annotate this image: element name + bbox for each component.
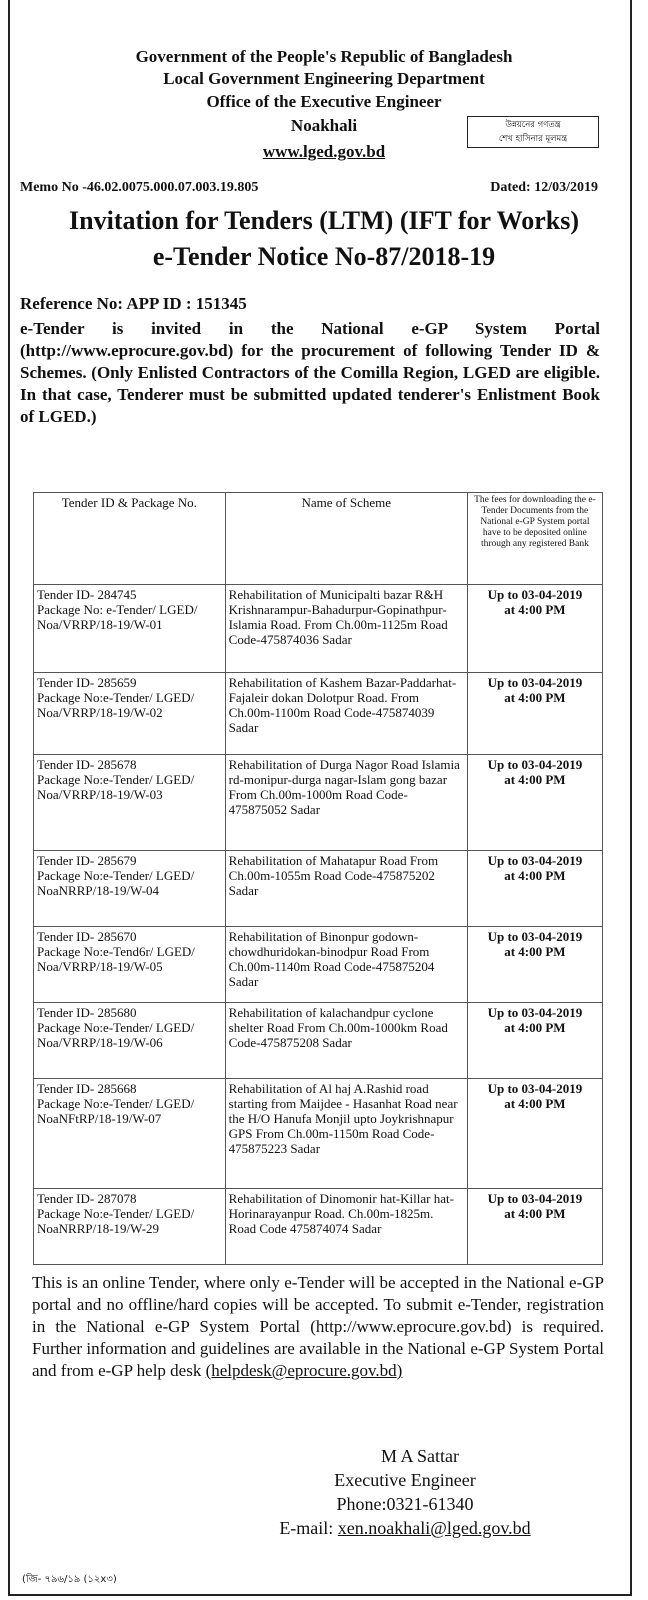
table-row [34, 927, 603, 1003]
print-code: (জি- ৭৯৬/১৯ (১২x৩) [22, 1574, 117, 1585]
tender-id: Tender ID- 284745 [37, 587, 137, 602]
table-row [34, 851, 603, 927]
deadline-time: at 4:00 PM [504, 1020, 566, 1035]
table-row [34, 585, 603, 673]
deadline-date: Up to 03-04-2019 [487, 929, 583, 944]
header-website-link[interactable]: www.lged.gov.bd [262, 142, 386, 161]
deadline-time: at 4:00 PM [504, 868, 566, 883]
intro-paragraph: e-Tender is invited in the National e-GP System Portal (http://www.eprocure.gov.bd) for the procurement of following Tender ID & Schemes. (Only Enlisted Contractors of the Comilla Region, LGED are eligible. In that case, Tenderer must be submitted updated tenderer's Enlistment Book of LGED.) [20, 319, 600, 426]
deadline-time: at 4:00 PM [504, 944, 566, 959]
scheme-name: Rehabilitation of Durga Nagor Road Islamia rd-monipur-durga nagar-Islam gong bazar From Ch.00m-1000m Road Code-475875052 Sadar [225, 755, 467, 851]
notice-number: e-Tender Notice No-87/2018-19 [152, 242, 496, 271]
scheme-name: Rehabilitation of Kashem Bazar-Paddarhat-Fajaleir dokan Dolotpur Road. From Ch.00m-1100m Road Code-475874039 Sadar [225, 673, 467, 755]
scheme-name: Rehabilitation of Mahatapur Road From Ch.00m-1055m Road Code-475875202 Sadar [225, 851, 467, 927]
header-tender-id: Tender ID & Package No. [34, 493, 226, 585]
deadline-date: Up to 03-04-2019 [487, 853, 583, 868]
helpdesk-email-link[interactable]: (helpdesk@eprocure.gov.bd) [205, 1361, 403, 1380]
deadline-date: Up to 03-04-2019 [487, 757, 583, 772]
deadline-time: at 4:00 PM [504, 1096, 566, 1111]
deadline-time: at 4:00 PM [504, 602, 566, 617]
package-no: Package No:e-Tender/ LGED/ Noa/VRRP/18-19/W-06 [37, 1020, 195, 1050]
table-row [34, 673, 603, 755]
tender-id: Tender ID- 287078 [37, 1191, 137, 1206]
tender-id: Tender ID- 285679 [37, 853, 137, 868]
package-no: Package No:e-Tender/ LGED/ NoaNRRP/18-19/W-29 [37, 1206, 195, 1236]
header-office: Office of the Executive Engineer [206, 92, 442, 111]
deadline-date: Up to 03-04-2019 [487, 587, 583, 602]
scheme-name: Rehabilitation of Binonpur godown-chowdhuridokan-binodpur Road From Ch.00m-1140m Road Code-475875204 Sadar [225, 927, 467, 1003]
package-no: Package No:e-Tend6r/ LGED/ Noa/VRRP/18-19/W-05 [37, 944, 195, 974]
signatory-name: M A Sattar [380, 1446, 459, 1466]
slogan-line-1: উন্নয়নের গণতন্ত্র [505, 120, 561, 130]
table-row [34, 755, 603, 851]
signature-block [250, 1444, 560, 1540]
package-no: Package No: e-Tender/ LGED/ Noa/VRRP/18-19/W-01 [37, 602, 198, 632]
deadline-time: at 4:00 PM [504, 1206, 566, 1221]
header-scheme-name: Name of Scheme [225, 493, 467, 585]
package-no: Package No:e-Tender/ LGED/ Noa/VRRP/18-19/W-02 [37, 690, 195, 720]
tender-id: Tender ID- 285668 [37, 1081, 137, 1096]
footer-paragraph [32, 1272, 604, 1382]
tender-id: Tender ID- 285680 [37, 1005, 137, 1020]
header-department: Local Government Engineering Department [163, 69, 485, 88]
deadline-time: at 4:00 PM [504, 690, 566, 705]
memo-number: Memo No -46.02.0075.000.07.003.19.805 [20, 180, 259, 195]
signatory-phone: Phone:0321-61340 [336, 1494, 474, 1514]
notice-title: Invitation for Tenders (LTM) (IFT for Works) [69, 206, 579, 235]
deadline-time: at 4:00 PM [504, 772, 566, 787]
email-label: E-mail: [279, 1518, 334, 1538]
tender-id: Tender ID- 285678 [37, 757, 137, 772]
table-row [34, 1003, 603, 1079]
scheme-name: Rehabilitation of Dinomonir hat-Killar hat-Horinarayanpur Road. Ch.00m-1825m. Road Code 475874074 Sadar [225, 1189, 467, 1265]
memo-date: Dated: 12/03/2019 [490, 180, 598, 195]
header-government: Government of the People's Republic of Bangladesh [135, 47, 513, 66]
signatory-title: Executive Engineer [334, 1470, 476, 1490]
package-no: Package No:e-Tender/ LGED/ Noa/VRRP/18-19/W-03 [37, 772, 195, 802]
tender-id: Tender ID- 285670 [37, 929, 137, 944]
header-fees: The fees for downloading the e-Tender Documents from the National e-GP System portal have to be deposited online through any registered Bank [467, 493, 602, 585]
table-row [34, 1189, 603, 1265]
footer-text: This is an online Tender, where only e-Tender will be accepted in the National e-GP portal and no offline/hard copies will be accepted. To submit e-Tender, registration in the National e-GP System Portal (http://www.eprocure.gov.bd) is required. Further information and guidelines are available in the National e-GP System Portal and from e-GP help desk [32, 1273, 604, 1380]
scheme-name: Rehabilitation of kalachandpur cyclone shelter Road From Ch.00m-1000km Road Code-475875208 Sadar [225, 1003, 467, 1079]
scheme-name: Rehabilitation of Al haj A.Rashid road starting from Maijdee - Hasanhat Road near the H/O Hanufa Monjil upto Joykrishnapur GPS From Ch.00m-1150m Road Code-475875223 Sadar [225, 1079, 467, 1189]
package-no: Package No:e-Tender/ LGED/ NoaNRRP/18-19/W-04 [37, 868, 195, 898]
tender-table [33, 492, 603, 1265]
reference-number: Reference No: APP ID : 151345 [20, 294, 247, 313]
slogan-box [467, 116, 599, 148]
deadline-date: Up to 03-04-2019 [487, 1191, 583, 1206]
deadline-date: Up to 03-04-2019 [487, 1005, 583, 1020]
package-no: Package No:e-Tender/ LGED/ NoaNFtRP/18-19/W-07 [37, 1096, 195, 1126]
deadline-date: Up to 03-04-2019 [487, 675, 583, 690]
slogan-line-2: শেখ হাসিনার মূলমন্ত্র [498, 134, 568, 144]
tender-id: Tender ID- 285659 [37, 675, 137, 690]
signatory-email-link[interactable]: xen.noakhali@lged.gov.bd [337, 1518, 531, 1538]
table-row [34, 1079, 603, 1189]
deadline-date: Up to 03-04-2019 [487, 1081, 583, 1096]
header-district: Noakhali [290, 116, 358, 135]
scheme-name: Rehabilitation of Municipalti bazar R&H Krishnarampur-Bahadurpur-Gopinathpur-Islamia Road. From Ch.00m-1125m Road Code-475874036 Sadar [225, 585, 467, 673]
